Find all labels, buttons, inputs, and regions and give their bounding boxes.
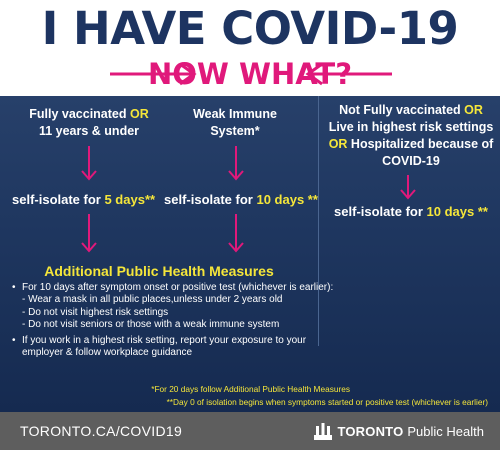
measures-sub-3: - Do not visit seniors or those with a weak immune system bbox=[22, 319, 280, 331]
measures-title: Additional Public Health Measures bbox=[44, 263, 274, 279]
footer bbox=[0, 412, 500, 450]
arrow-down-icon bbox=[226, 146, 246, 182]
column-2-heading bbox=[170, 106, 300, 140]
column-3-heading-text-1: Not Fully vaccinated bbox=[339, 103, 465, 117]
toronto-public-health-logo bbox=[313, 421, 484, 441]
column-2-isolation bbox=[164, 192, 318, 207]
page-title: I HAVE COVID-19 bbox=[41, 2, 459, 55]
toronto-logo-icon bbox=[313, 421, 333, 441]
column-1-heading-text: Fully vaccinated bbox=[29, 107, 130, 121]
arrow-down-icon bbox=[398, 175, 418, 201]
column-3-heading-text-2: Live in highest risk settings bbox=[328, 120, 494, 134]
isolation-days: 10 days bbox=[426, 204, 475, 219]
column-1-isolation bbox=[12, 192, 162, 207]
measures-list bbox=[12, 282, 342, 359]
column-1-heading-or: OR bbox=[129, 107, 149, 121]
subtitle-row bbox=[0, 56, 500, 92]
column-1-heading-text-2: 11 years & under bbox=[38, 124, 140, 138]
measures-bullet-1: • For 10 days after symptom onset or positive test (whichever is earlier): bbox=[12, 282, 342, 294]
footnote-2: **Day 0 of isolation begins when symptoms started or positive test (whichever is earlier) bbox=[166, 397, 488, 407]
isolation-label: self-isolate for bbox=[12, 192, 105, 207]
measures-sub-2: - Do not visit highest risk settings bbox=[22, 306, 169, 318]
info-panel bbox=[0, 96, 500, 412]
isolation-days: 5 days bbox=[104, 192, 145, 207]
isolation-mark: ** bbox=[474, 204, 488, 219]
footnote-1: *For 20 days follow Additional Public Health Measures bbox=[151, 384, 350, 394]
column-3-heading-or-1: OR bbox=[464, 103, 483, 117]
isolation-mark: ** bbox=[304, 192, 318, 207]
column-3-isolation bbox=[322, 204, 500, 219]
arrow-down-icon bbox=[226, 214, 246, 254]
header bbox=[0, 0, 500, 96]
measures-bullet-2: • If you work in a highest risk setting, report your exposure to your employer & follow workplace guidance bbox=[12, 335, 312, 360]
isolation-label: self-isolate for bbox=[164, 192, 257, 207]
column-2-heading-mark: * bbox=[254, 124, 260, 138]
column-1-heading bbox=[4, 106, 174, 140]
measures-sub-1: - Wear a mask in all public places,unless under 2 years old bbox=[22, 294, 283, 306]
footer-url[interactable]: TORONTO.CA/COVID19 bbox=[20, 423, 183, 439]
logo-public-health: Public Health bbox=[407, 423, 484, 439]
page-subtitle: NOW WHAT? bbox=[147, 57, 353, 91]
column-3-heading bbox=[322, 102, 500, 170]
isolation-mark: ** bbox=[144, 192, 156, 207]
isolation-label: self-isolate for bbox=[334, 204, 427, 219]
isolation-days: 10 days bbox=[256, 192, 305, 207]
arrow-left-icon bbox=[302, 56, 394, 92]
arrow-down-icon bbox=[79, 146, 99, 182]
logo-name: TORONTO bbox=[337, 423, 404, 439]
arrow-down-icon bbox=[79, 214, 99, 254]
column-3-heading-text-3: Hospitalized because of COVID-19 bbox=[347, 137, 494, 168]
column-2-heading-text: Weak Immune System bbox=[193, 107, 277, 138]
column-3-heading-or-2: OR bbox=[328, 137, 348, 151]
